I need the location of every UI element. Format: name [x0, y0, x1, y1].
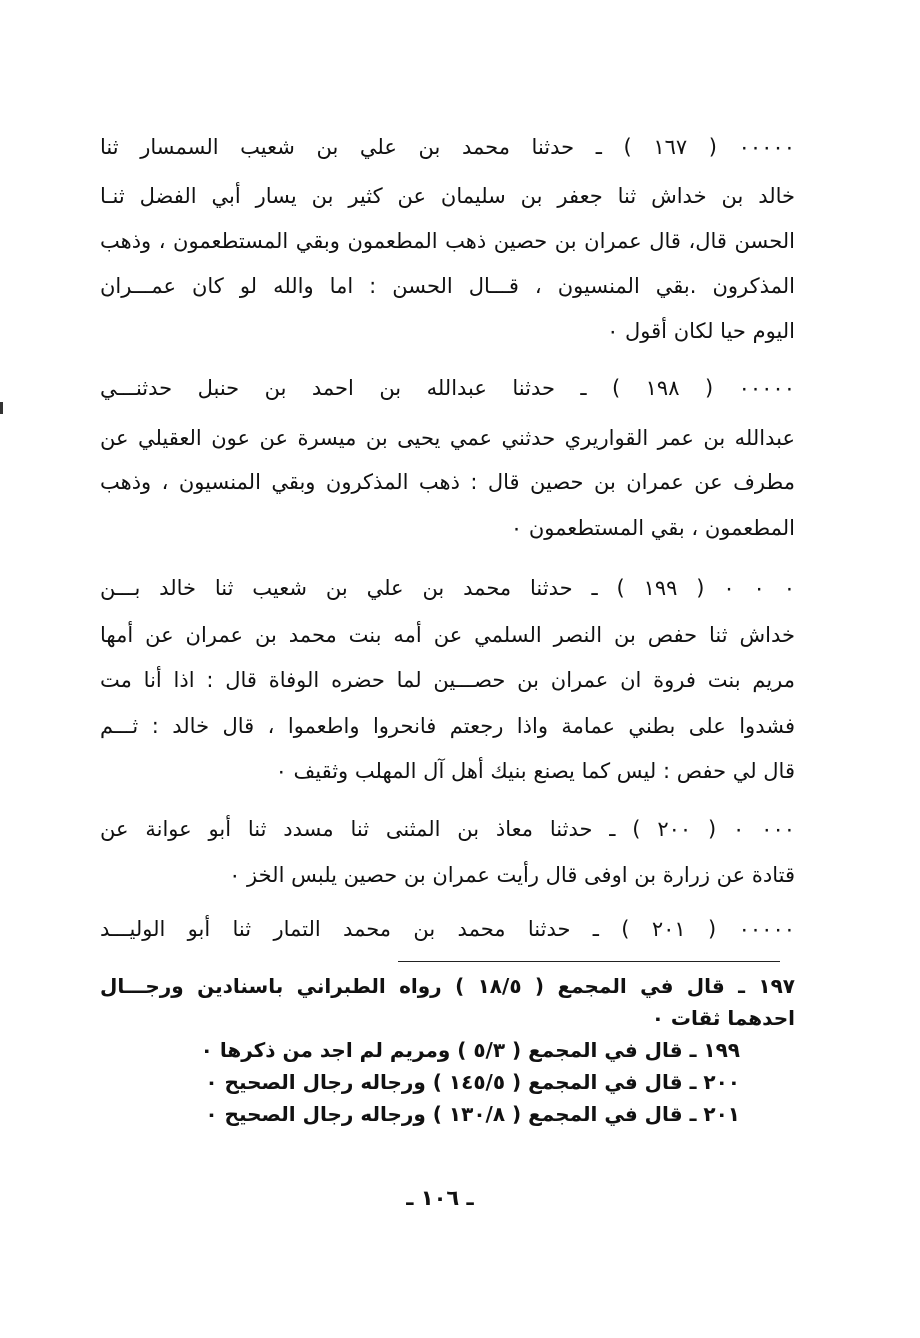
footnote-line: ١٩٧ ـ قال في المجمع ( ١٨/٥ ) رواه الطبراني باسنادين ورجـــال: [100, 974, 795, 998]
text-line: عبدالله بن عمر القواريري حدثني عمي يحيى بن ميسرة عن عون العقيلي عن: [100, 426, 795, 450]
text-line: مريم بنت فروة ان عمران بن حصـــين لما حضره الوفاة قال : اذا أنا مت: [100, 668, 795, 692]
text-line: فشدوا على بطني عمامة واذا رجعتم فانحروا واطعموا ، قال خالد : ثـــم: [100, 714, 795, 738]
footnote-line: احدهما ثقات ٠: [651, 1006, 795, 1030]
text-line: قتادة عن زرارة بن اوفى قال رأيت عمران بن حصين يلبس الخز ٠: [229, 863, 795, 887]
text-line: مطرف عن عمران بن حصين قال : ذهب المذكرون وبقي المنسيون ، وذهب: [100, 470, 795, 494]
text-line: ٠٠٠ ٠ ( ٢٠٠ ) ـ حدثنا معاذ بن المثنى ثنا مسدد ثنا أبو عوانة عن: [100, 817, 795, 841]
text-line: خالد بن خداش ثنا جعفر بن سليمان عن كثير بن يسار أبي الفضل ثنـا: [100, 184, 795, 208]
text-line: ٠ ٠ ٠ ( ١٩٩ ) ـ حدثنا محمد بن علي بن شعيب ثنا خالد بـــن: [100, 576, 795, 600]
text-line: المطعمون ، بقي المستطعمون ٠: [510, 516, 795, 540]
text-line: ٠٠٠٠٠ ( ٢٠١ ) ـ حدثنا محمد بن محمد التمار ثنا أبو الوليـــد: [100, 917, 795, 941]
text-line: المذكرون .بقي المنسيون ، قـــال الحسن : اما والله لو كان عمـــران: [100, 274, 795, 298]
text-line: قال لي حفص : ليس كما يصنع بنيك أهل آل المهلب وثقيف ٠: [275, 759, 795, 783]
text-line: خداش ثنا حفص بن النصر السلمي عن أمه بنت محمد بن عمران عن أمها: [100, 623, 795, 647]
text-line: ٠٠٠٠٠ ( ١٩٨ ) ـ حدثنا عبدالله بن احمد بن حنبل حدثنـــي: [100, 376, 795, 400]
text-line: اليوم حيا لكان أقول ٠: [607, 319, 795, 343]
scan-edge-mark: [0, 402, 3, 414]
footnote-line: ١٩٩ ـ قال في المجمع ( ٥/٣ ) ومريم لم اجد من ذكرها ٠: [200, 1038, 740, 1062]
page-number: ـ ١٠٦ ـ: [406, 1186, 474, 1210]
text-line: الحسن قال، قال عمران بن حصين ذهب المطعمون وبقي المستطعمون ، وذهب: [100, 229, 795, 253]
footnote-line: ٢٠١ ـ قال في المجمع ( ١٣٠/٨ ) ورجاله رجال الصحيح ٠: [205, 1102, 740, 1126]
footnote-line: ٢٠٠ ـ قال في المجمع ( ١٤٥/٥ ) ورجاله رجال الصحيح ٠: [205, 1070, 740, 1094]
text-line: ٠٠٠٠٠ ( ١٦٧ ) ـ حدثنا محمد بن علي بن شعيب السمسار ثنا: [100, 135, 795, 159]
footnote-divider: [398, 961, 780, 962]
